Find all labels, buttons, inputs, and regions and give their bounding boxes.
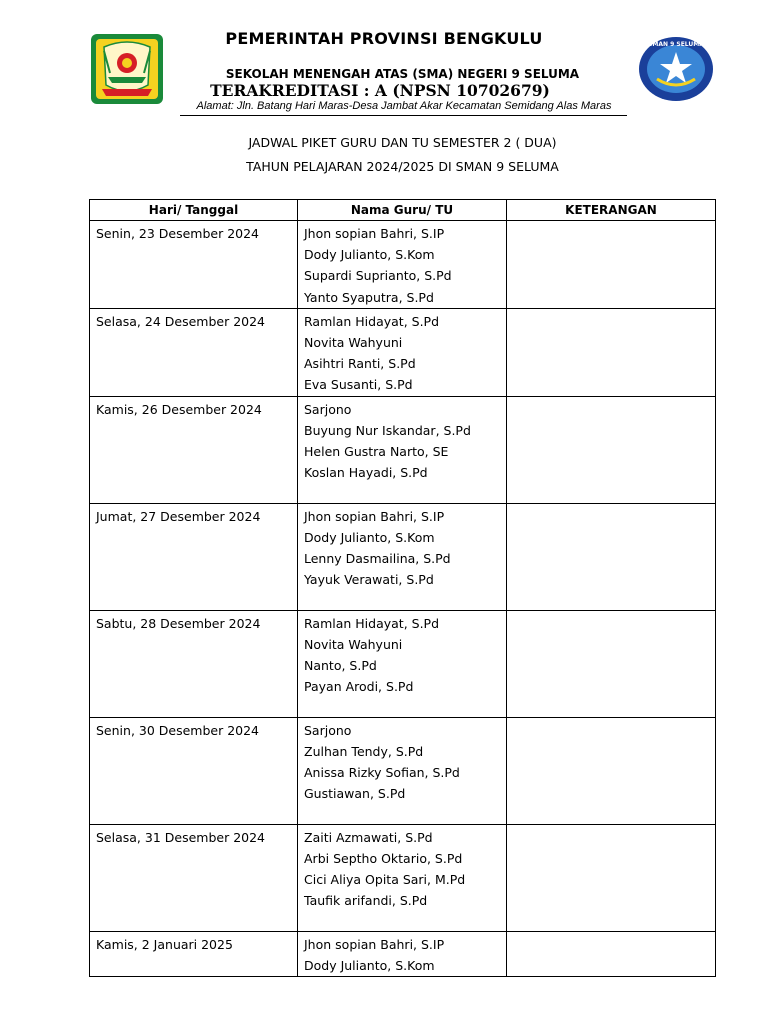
note-cell (507, 221, 716, 309)
names-cell (298, 931, 507, 976)
staff-name: Yanto Syaputra, S.Pd (304, 289, 434, 305)
column-header-note: KETERANGAN (507, 200, 716, 221)
duty-schedule-table (89, 199, 716, 977)
day-cell: Jumat, 27 Desember 2024 (90, 503, 298, 610)
staff-name: Zulhan Tendy, S.Pd (304, 743, 424, 759)
table-row (90, 717, 716, 824)
day-cell: Kamis, 26 Desember 2024 (90, 396, 298, 503)
sman-9-seluma-emblem-icon (637, 35, 715, 103)
document-subtitle: TAHUN PELAJARAN 2024/2025 DI SMAN 9 SELUMA (246, 159, 559, 174)
staff-name: Dody Julianto, S.Kom (304, 247, 435, 263)
staff-name: Yayuk Verawati, S.Pd (304, 572, 434, 588)
staff-name: Arbi Septho Oktario, S.Pd (304, 850, 463, 866)
table-row (90, 396, 716, 503)
staff-name: Sarjono (304, 401, 352, 417)
staff-name: Gustiawan, S.Pd (304, 786, 406, 802)
school-address: Alamat: Jln. Batang Hari Maras-Desa Jambat Akar Kecamatan Semidang Alas Maras (196, 100, 612, 112)
accreditation: TERAKREDITASI : A (NPSN 10702679) (210, 81, 550, 100)
staff-name: Anissa Rizky Sofian, S.Pd (304, 765, 460, 781)
names-cell (298, 396, 507, 503)
names-cell (298, 610, 507, 717)
emblem-ring-text: SMAN 9 SELUMA (648, 41, 704, 48)
note-cell (507, 308, 716, 396)
table-row (90, 824, 716, 931)
table-row (90, 503, 716, 610)
day-cell: Selasa, 24 Desember 2024 (90, 308, 298, 396)
staff-name: Ramlan Hidayat, S.Pd (304, 615, 440, 631)
staff-name: Eva Susanti, S.Pd (304, 377, 413, 393)
table-row (90, 931, 716, 976)
table-row (90, 308, 716, 396)
day-cell: Selasa, 31 Desember 2024 (90, 824, 298, 931)
column-header-day: Hari/ Tanggal (90, 200, 298, 221)
note-cell (507, 610, 716, 717)
names-cell (298, 503, 507, 610)
staff-name: Koslan Hayadi, S.Pd (304, 465, 428, 481)
staff-name: Dody Julianto, S.Kom (304, 529, 435, 545)
note-cell (507, 503, 716, 610)
day-cell: Sabtu, 28 Desember 2024 (90, 610, 298, 717)
names-cell (298, 221, 507, 309)
staff-name: Lenny Dasmailina, S.Pd (304, 551, 451, 567)
day-cell: Kamis, 2 Januari 2025 (90, 931, 298, 976)
letterhead (0, 0, 768, 120)
names-cell (298, 717, 507, 824)
names-cell (298, 308, 507, 396)
staff-name: Buyung Nur Iskandar, S.Pd (304, 422, 471, 438)
staff-name: Ramlan Hidayat, S.Pd (304, 313, 440, 329)
note-cell (507, 396, 716, 503)
names-cell (298, 824, 507, 931)
government-name: PEMERINTAH PROVINSI BENGKULU (225, 29, 543, 48)
note-cell (507, 824, 716, 931)
staff-name: Helen Gustra Narto, SE (304, 444, 449, 460)
staff-name: Dody Julianto, S.Kom (304, 957, 435, 973)
day-cell: Senin, 23 Desember 2024 (90, 221, 298, 309)
note-cell (507, 931, 716, 976)
staff-name: Supardi Suprianto, S.Pd (304, 268, 452, 284)
staff-name: Taufik arifandi, S.Pd (304, 893, 428, 909)
staff-name: Zaiti Azmawati, S.Pd (304, 829, 433, 845)
column-header-name: Nama Guru/ TU (298, 200, 507, 221)
staff-name: Cici Aliya Opita Sari, M.Pd (304, 872, 466, 888)
staff-name: Jhon sopian Bahri, S.IP (304, 226, 445, 241)
staff-name: Asihtri Ranti, S.Pd (304, 356, 416, 372)
staff-name: Novita Wahyuni (304, 335, 403, 351)
note-cell (507, 717, 716, 824)
day-cell: Senin, 30 Desember 2024 (90, 717, 298, 824)
staff-name: Jhon sopian Bahri, S.IP (304, 936, 445, 952)
staff-name: Novita Wahyuni (304, 636, 403, 652)
staff-name: Payan Arodi, S.Pd (304, 679, 414, 695)
school-name: SEKOLAH MENENGAH ATAS (SMA) NEGERI 9 SELUMA (225, 67, 580, 81)
table-header-row (90, 200, 716, 221)
document-title: JADWAL PIKET GURU DAN TU SEMESTER 2 ( DUA) (248, 135, 557, 150)
letterhead-divider (180, 115, 627, 116)
table-row (90, 610, 716, 717)
staff-name: Sarjono (304, 722, 352, 738)
staff-name: Jhon sopian Bahri, S.IP (304, 508, 445, 524)
table-row (90, 221, 716, 309)
staff-name: Nanto, S.Pd (304, 658, 377, 674)
